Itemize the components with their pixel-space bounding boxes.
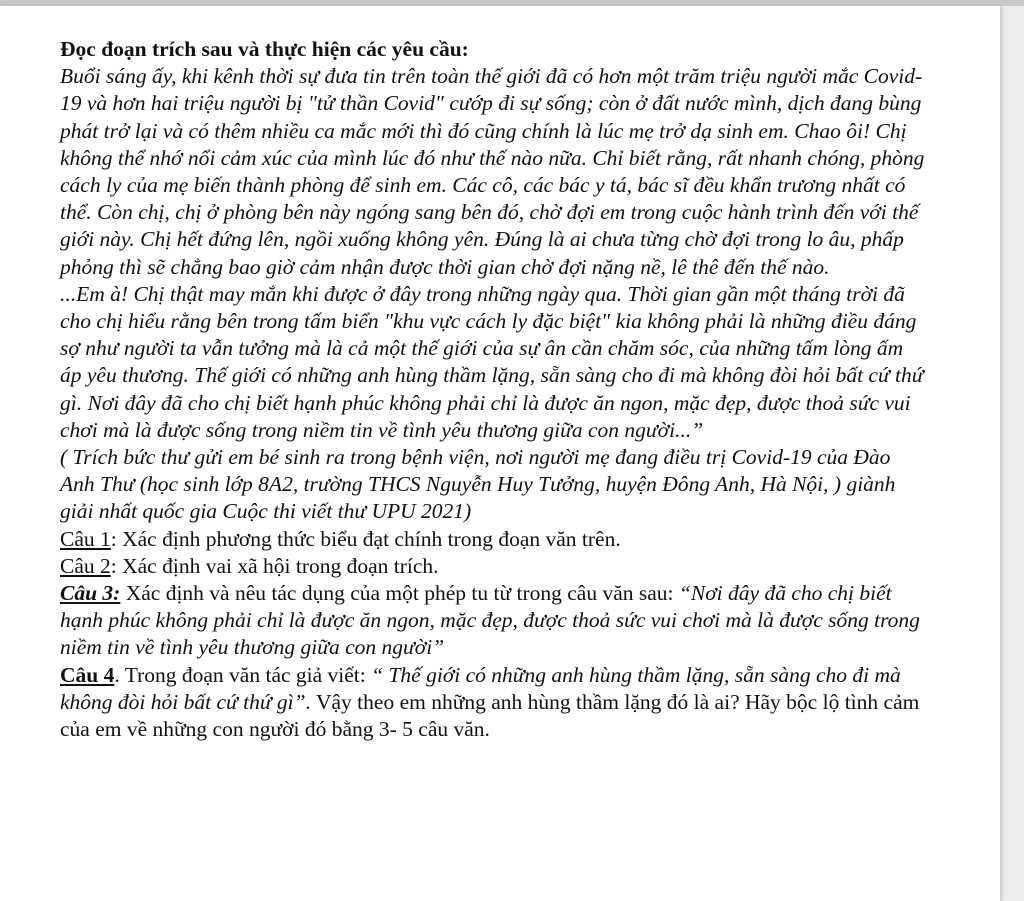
document-content [60,36,930,743]
document-page [0,6,1000,901]
passage-paragraph-1: Buổi sáng ấy, khi kênh thời sự đưa tin trên toàn thế giới đã có hơn một trăm triệu người mắc Covid-19 và hơn hai triệu người bị "tử thần Covid" cướp đi sự sống; còn ở đất nước mình, dịch đang bùng phát trở lại và có thêm nhiều ca mắc mới thì đó cũng chính là lúc mẹ trở dạ sinh em. Chao ôi! Chị không thể nhớ nổi cảm xúc của mình lúc đó như thế nào nữa. Chỉ biết rằng, rất nhanh chóng, phòng cách ly của mẹ biến thành phòng để sinh em. Các cô, các bác y tá, bác sĩ đều khẩn trương nhất có thể. Còn chị, chị ở phòng bên này ngóng sang bên đó, chờ đợi em trong cuộc hành trình đến với thế giới này. Chị hết đứng lên, ngồi xuống không yên. Đúng là ai chưa từng chờ đợi trong lo âu, phấp phỏng thì sẽ chẳng bao giờ cảm nhận được thời gian chờ đợi nặng nề, lê thê đến thế nào. [60,64,925,279]
question-2-label: Câu 2 [60,553,111,578]
question-3-label: Câu 3: [60,581,121,606]
question-4-quote: “ Thế giới có những anh hùng thầm lặng, sẵn sàng cho đi mà không đòi hỏi bất cứ thứ gì”. [60,662,901,714]
question-1-text: : Xác định phương thức biểu đạt chính trong đoạn văn trên. [110,526,621,551]
question-4-text-before: . Trong đoạn văn tác giả viết: [114,662,372,687]
question-4-text-after: Vậy theo em những anh hùng thầm lặng đó là ai? Hãy bộc lộ tình cảm của em về những con người đó bằng 3- 5 câu văn. [60,689,920,742]
question-3 [60,580,930,662]
question-4-label: Câu 4 [60,662,115,687]
question-1 [60,526,930,553]
question-4 [60,662,930,744]
question-2 [60,553,930,580]
passage-paragraph-2: ...Em à! Chị thật may mắn khi được ở đây trong những ngày qua. Thời gian gần một tháng trời đã cho chị hiểu rằng bên trong tấm biển "khu vực cách ly đặc biệt" kia không phải là những điều đáng sợ như người ta vẫn tưởng mà là cả một thế giới của sự ân cần chăm sóc, của những tấm lòng ấm áp yêu thương. Thế giới có những anh hùng thầm lặng, sẵn sàng cho đi mà không đòi hỏi bất cứ thứ gì. Nơi đây đã cho chị biết hạnh phúc không phải chỉ là được ăn ngon, mặc đẹp, được thoả sức vui chơi mà là được sống trong niềm tin về tình yêu thương giữa con người...” [60,281,924,442]
instruction-heading: Đọc đoạn trích sau và thực hiện các yêu cầu: [60,37,469,61]
question-1-label: Câu 1 [60,526,111,551]
question-3-text: Xác định và nêu tác dụng của một phép tu từ trong câu văn sau: [120,581,679,606]
source-note: ( Trích bức thư gửi em bé sinh ra trong bệnh viện, nơi người mẹ đang điều trị Covid-19 của Đào Anh Thư (học sinh lớp 8A2, trường THCS Nguyễn Huy Tưởng, huyện Đông Anh, Hà Nội, ) giành giải nhất quốc gia Cuộc thi viết thư UPU 2021) [60,445,896,524]
question-2-text: : Xác định vai xã hội trong đoạn trích. [110,553,439,578]
question-3-quote: “Nơi đây đã cho chị biết hạnh phúc không phải chỉ là được ăn ngon, mặc đẹp, được thoả sức vui chơi mà là được sống trong niềm tin về tình yêu thương giữa con người” [60,581,920,660]
